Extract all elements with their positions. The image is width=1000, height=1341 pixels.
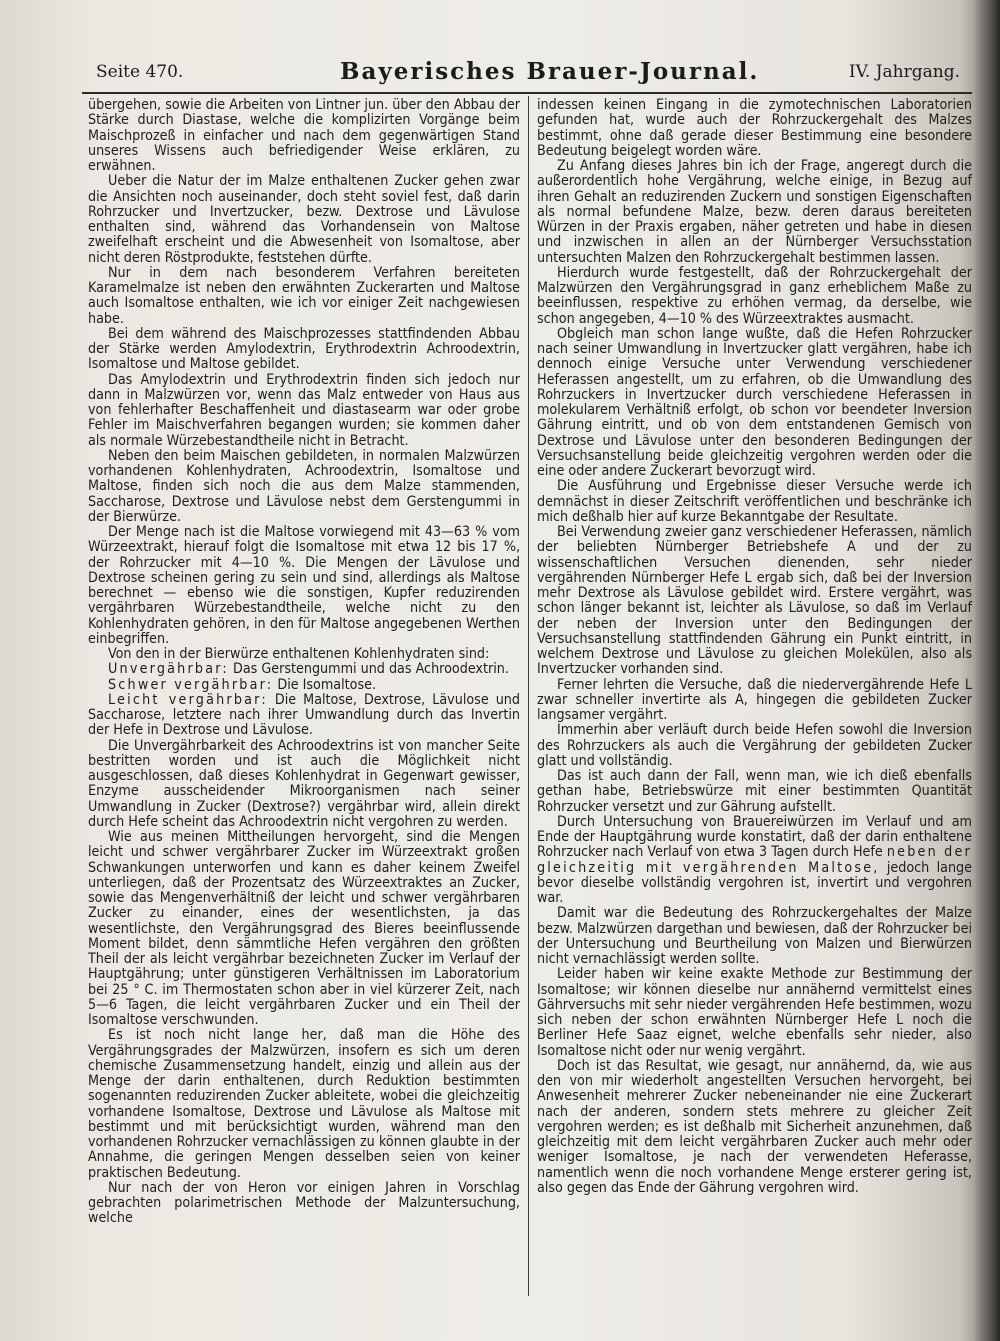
paragraph: Zu Anfang dieses Jahres bin ich der Frage, angeregt durch die außerordentlich hohe Vergährung, welche einige, in Bezug auf ihren Gehalt an reduzirenden Zuckern und sonstigen Eigenschaften als normal befundene Malze, bezw. deren daraus bereiteten Würzen in der Praxis ergaben, näher getreten und habe in diesen und inzwischen in allen an der Nürnberger Versuchsstation untersuchten Malzen den Rohrzuckergehalt bestimmen lassen. bbox=[537, 158, 972, 266]
journal-title: Bayerisches Brauer-Journal. bbox=[340, 58, 760, 85]
paragraph: Immerhin aber verläuft durch beide Hefen sowohl die Inversion des Rohrzuckers als auch die Vergährung der gebildeten Zucker glatt und vollständig. bbox=[537, 722, 972, 769]
classification-text: Die Isomaltose. bbox=[277, 676, 377, 693]
classification-unfermentable bbox=[88, 662, 520, 677]
classification-label: Schwer vergährbar: bbox=[108, 676, 274, 693]
paragraph: Ueber die Natur der im Malze enthaltenen Zucker gehen zwar die Ansichten noch auseinander, doch steht soviel fest, daß darin Rohrzucker und Invertzucker, bezw. Dextrose und Lävulose enthalten sind, während das Vorhandensein von Maltose zweifelhaft erscheint und die Abwesenheit von Isomaltose, aber nicht deren Röstprodukte, feststehen dürfte. bbox=[88, 173, 520, 266]
paragraph: Der Menge nach ist die Maltose vorwiegend mit 43—63 % vom Würzeextrakt, hierauf folgt die Isomaltose mit etwa 12 bis 17 %, der Rohrzucker mit 4—10 %. Die Mengen der Lävulose und Dextrose scheinen gering zu sein und sind, allerdings als Maltose berechnet — ebenso wie die sonstigen, Kupfer reduzirenden vergährbaren Würzebestandtheile, welche nicht zu den Kohlenhydraten gehören, in den für Maltose angegebenen Werthen einbegriffen. bbox=[88, 524, 520, 647]
classification-label: Leicht vergährbar: bbox=[108, 691, 268, 708]
paragraph: Bei dem während des Maischprozesses stattfindenden Abbau der Stärke werden Amylodextrin, Erythrodextrin Achroodextrin, Isomaltose und Maltose gebildet. bbox=[88, 325, 520, 373]
paragraph bbox=[537, 815, 972, 907]
left-column bbox=[88, 98, 520, 1227]
right-column bbox=[537, 98, 972, 1196]
paragraph-text: jedoch lange bevor dieselbe vollständig vergohren ist, invertirt und vergohren war. bbox=[537, 859, 972, 906]
paragraph: Bei Verwendung zweier ganz verschiedener Heferassen, nämlich der beliebten Nürnberger Betriebshefe A und der zu wissenschaftlichen Versuchen dienenden, sehr nieder vergährenden Nürnberger Hefe L ergab sich, daß bei der Inversion mehr Dextrose als Lävulose gebildet wird. Erstere vergährt, was schon länger bekannt ist, leichter als Lävulose, so daß im Verlauf der neben der Inversion unter den Bedingungen der Versuchsanstellung stattfindenden Gährung ein Punkt eintritt, in welchem Dextrose und Lävulose zu gleichen Molekülen, also als Invertzucker vorhanden sind. bbox=[537, 524, 972, 678]
paragraph: Die Unvergährbarkeit des Achroodextrins ist von mancher Seite bestritten worden und ist auch die Möglichkeit nicht ausgeschlossen, daß dieses Kohlenhydrat in Gegenwart gewisser, Enzyme ausscheidender Mikroorganismen nach seiner Umwandlung in Zucker (Dextrose?) vergährbar wird, allein direkt durch Hefe scheint das Achroodextrin nicht vergohren zu werden. bbox=[88, 737, 520, 830]
header-rule bbox=[82, 92, 972, 94]
paragraph: indessen keinen Eingang in die zymotechnischen Laboratorien gefunden hat, wurde auch der Rohrzuckergehalt des Malzes bestimmt, ohne daß gerade dieser Bestimmung eine besondere Bedeutung beigelegt worden wäre. bbox=[537, 97, 972, 159]
paragraph: Es ist noch nicht lange her, daß man die Höhe des Vergährungsgrades der Malzwürzen, insofern es sich um deren chemische Zusammensetzung handelt, einzig und allein aus der Menge der darin enthaltenen, durch Reduktion bestimmten sogenannten reduzirenden Zucker ableitete, wobei die gleichzeitig vorhandene Isomaltose, Dextrose und Lävulose als Maltose mit bestimmt und mit berücksichtigt wurden, während man den vorhandenen Rohrzucker vernachlässigen zu können glaubte in der Annahme, die geringen Mengen desselben seien von keiner praktischen Bedeutung. bbox=[88, 1027, 520, 1181]
classification-hard-fermentable bbox=[88, 678, 520, 693]
paragraph: Nur in dem nach besonderem Verfahren bereiteten Karamelmalze ist neben den erwähnten Zuckerarten und Maltose auch Isomaltose enthalten, wie ich vor einiger Zeit nachgewiesen habe. bbox=[88, 264, 520, 327]
paragraph: Neben den beim Maischen gebildeten, in normalen Malzwürzen vorhandenen Kohlenhydraten, Achroodextrin, Isomaltose und Maltose, finden sich noch die aus dem Malze stammenden, Saccharose, Dextrose und Lävulose nebst dem Gerstengummi in der Bierwürze. bbox=[88, 447, 520, 525]
paragraph: Wie aus meinen Mittheilungen hervorgeht, sind die Mengen leicht und schwer vergährbarer Zucker im Würzeextrakt großen Schwankungen unterworfen und kann es daher keinem Zweifel unterliegen, daß der Prozentsatz des Würzeextraktes an Zucker, sowie das Mengenverhältniß der leicht und schwer vergährbaren Zucker zu einander, eines der wesentlichsten, ja das wesentlichste, den Vergährungsgrad des Bieres beeinflussende Moment bildet, denn sämmtliche Hefen vergähren den größten Theil der als leicht vergährbar bezeichneten Zucker im Verlauf der Hauptgährung; unter günstigeren Verhältnissen im Laboratorium bei 25 ° C. im Thermostaten schon aber in viel kürzerer Zeit, nach 5—6 Tagen, die leicht vergährbaren Zucker und ein Theil der Isomaltose verschwunden. bbox=[88, 829, 520, 1028]
column-divider bbox=[528, 96, 529, 1296]
paragraph: Nur nach der von Heron vor einigen Jahren in Vorschlag gebrachten polarimetrischen Methode der Malzuntersuchung, welche bbox=[88, 1179, 520, 1227]
paragraph: Das ist auch dann der Fall, wenn man, wie ich dieß ebenfalls gethan habe, Betriebswürze mit einer bestimmten Quantität Rohrzucker versetzt und zur Gährung aufstellt. bbox=[537, 768, 972, 815]
classification-label: Unvergährbar: bbox=[108, 661, 229, 678]
paragraph: Hierdurch wurde festgestellt, daß der Rohrzuckergehalt der Malzwürzen den Vergährungsgrad in ganz erheblichem Maße zu beeinflussen, respektive zu erhöhen vermag, da derselbe, wie schon angegeben, 4—10 % des Würzeextraktes ausmacht. bbox=[537, 264, 972, 327]
paragraph: Von den in der Bierwürze enthaltenen Kohlenhydraten sind: bbox=[108, 646, 490, 662]
classification-easy-fermentable bbox=[88, 693, 520, 739]
paragraph: Ferner lehrten die Versuche, daß die niedervergährende Hefe L zwar schneller invertirte als A, hingegen die gebildeten Zucker langsamer vergährt. bbox=[537, 676, 972, 723]
emphasized-text: neben der gleichzeitig mit vergährenden Maltose, bbox=[537, 844, 972, 876]
paragraph: Doch ist das Resultat, wie gesagt, nur annähernd, da, wie aus den von mir wiederholt angestellten Versuchen hervorgeht, bei Anwesenheit mehrerer Zucker nebeneinander nie eine Zuckerart nach der anderen, sondern stets mehrere zu gleicher Zeit vergohren werden; es ist deßhalb mit Sicherheit anzunehmen, daß gleichzeitig mit dem leicht vergährbaren Zucker auch mehr oder weniger Isomaltose, je nach der verwendeten Heferasse, namentlich wenn die noch vorhandene Menge ersterer gering ist, also gegen das Ende der Gährung vergohren wird. bbox=[537, 1057, 972, 1196]
paragraph-text: Durch Untersuchung von Brauereiwürzen im Verlauf und am Ende der Hauptgährung wurde konstatirt, daß der darin enthaltene Rohrzucker nach Verlauf von etwa 3 Tagen durch Hefe bbox=[537, 813, 972, 861]
paragraph: übergehen, sowie die Arbeiten von Lintner jun. über den Abbau der Stärke durch Diastase, welche die komplizirten Vorgänge beim Maischprozeß in einfacher und nach dem gegenwärtigen Stand unseres Wissens auch befriedigender Weise erklären, zu erwähnen. bbox=[88, 97, 520, 174]
classification-text: Die Maltose, Dextrose, Lävulose und Saccharose, letztere nach ihrer Umwandlung durch das Invertin der Hefe in Dextrose und Lävulose. bbox=[88, 691, 520, 739]
page-edge-shadow bbox=[974, 0, 1000, 1341]
classification-text: Das Gerstengummi und das Achroodextrin. bbox=[233, 661, 509, 678]
paragraph: Leider haben wir keine exakte Methode zur Bestimmung der Isomaltose; wir können dieselbe nur annähernd vermittelst eines Gährversuchs mit sehr nieder vergährenden Hefe bestimmen, wozu sich neben der schon erwähnten Nürnberger Hefe L noch die Berliner Hefe Saaz eignet, welche ebenfalls sehr nieder, also Isomaltose nicht oder nur wenig vergährt. bbox=[537, 966, 972, 1059]
paragraph: Obgleich man schon lange wußte, daß die Hefen Rohrzucker nach seiner Umwandlung in Invertzucker glatt vergähren, habe ich dennoch einige Versuche unter Verwendung verschiedener Heferassen angestellt, um zu erfahren, ob die Umwandlung des Rohrzuckers in Invertzucker durch verschiedene Heferassen in molekularem Verhältniß erfolgt, ob schon vor beendeter Inversion Gährung eintritt, und ob von dem entstandenen Gemisch von Dextrose und Lävulose unter den besonderen Bedingungen der Versuchsanstellung beide gleichzeitig vergohren werden oder die eine oder andere Zuckerart bevorzugt wird. bbox=[537, 325, 972, 479]
page-number: Seite 470. bbox=[96, 62, 184, 82]
paragraph: Damit war die Bedeutung des Rohrzuckergehaltes der Malze bezw. Malzwürzen dargethan und bewiesen, daß der Rohrzucker bei der Untersuchung und Beurtheilung von Malzen und Bierwürzen nicht vernachlässigt werden sollte. bbox=[537, 905, 972, 967]
paragraph: Die Ausführung und Ergebnisse dieser Versuche werde ich demnächst in dieser Zeitschrift veröffentlichen und beschränke ich mich deßhalb hier auf kurze Bekanntgabe der Resultate. bbox=[537, 478, 972, 525]
page-header bbox=[0, 58, 1000, 92]
volume-label: IV. Jahrgang. bbox=[848, 62, 960, 82]
paragraph: Das Amylodextrin und Erythrodextrin finden sich jedoch nur dann in Malzwürzen vor, wenn das Malz entweder von Haus aus von fehlerhafter Beschaffenheit und diastasearm war oder grobe Fehler im Maischverfahren begangen wurden; sie kommen daher als normale Würzebestandtheile nicht in Betracht. bbox=[88, 371, 520, 449]
